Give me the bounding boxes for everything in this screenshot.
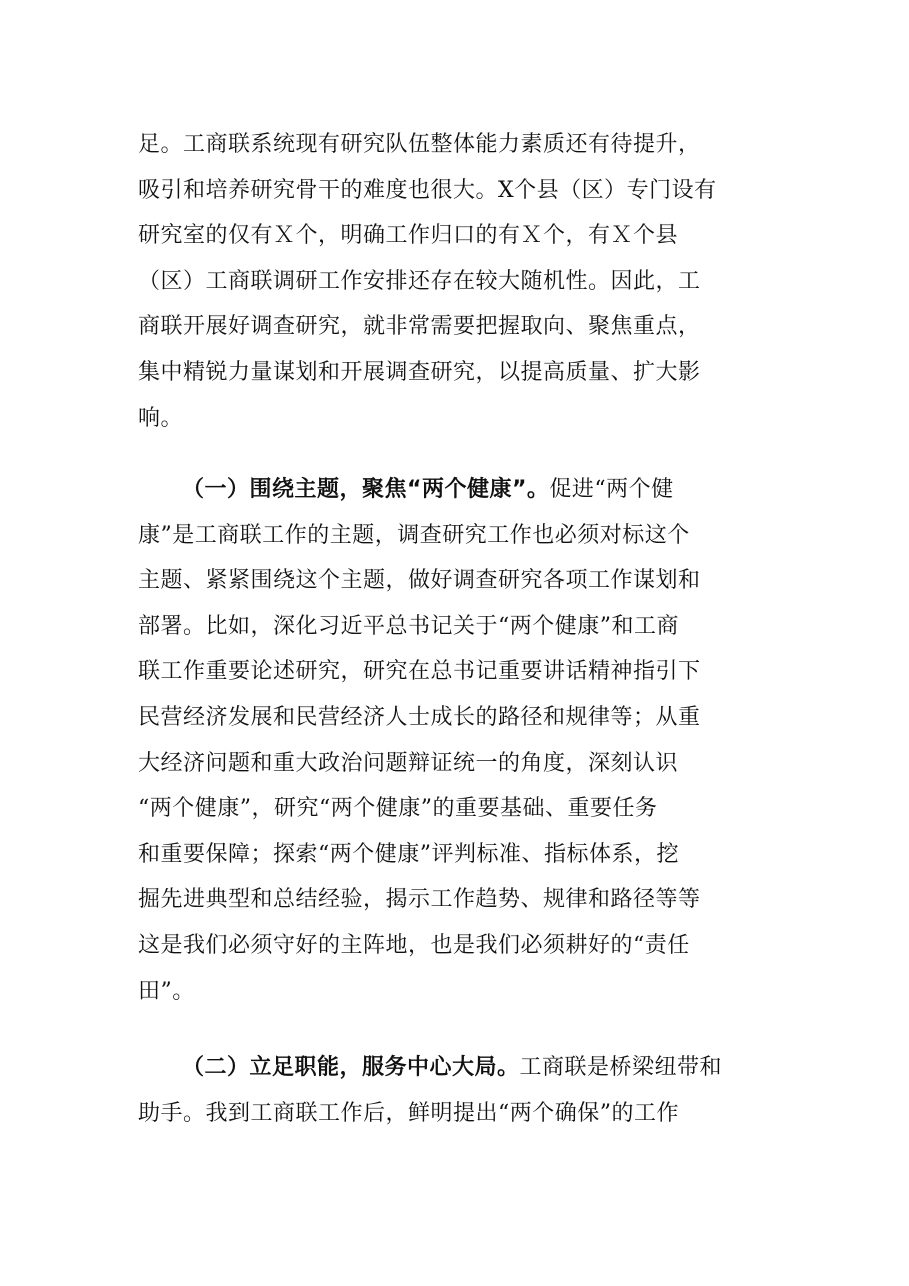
text-line: 掘先进典型和总结经验，揭示工作趋势、规律和路径等等 xyxy=(138,887,701,913)
text-line: 主题、紧紧围绕这个主题，做好调查研究各项工作谋划和 xyxy=(138,568,701,594)
paragraph-1 xyxy=(138,122,774,441)
text-line: 助手。我到工商联工作后，鲜明提出“两个确保”的工作 xyxy=(138,1100,679,1126)
text-line: 响。 xyxy=(138,405,184,431)
section-heading: （一）围绕主题，聚焦“两个健康”。 xyxy=(182,477,550,502)
text-line: 田”。 xyxy=(138,978,195,1004)
text-line: 吸引和培养研究骨干的难度也很大。X个县（区）专门设有 xyxy=(138,177,717,203)
text-line: 联工作重要论述研究，研究在总书记重要讲话精神指引下 xyxy=(138,659,701,685)
text-line: 大经济问题和重大政治问题辩证统一的角度，深刻认识 xyxy=(138,750,679,776)
paragraph-2 xyxy=(138,467,774,1014)
text-line-first xyxy=(138,1045,774,1091)
text-line: “两个健康”，研究“两个健康”的重要基础、重要任务 xyxy=(138,796,658,822)
text-line: 康”是工商联工作的主题，调查研究工作也必须对标这个 xyxy=(138,522,690,548)
text-line: 部署。比如，深化习近平总书记关于“两个健康”和工商 xyxy=(138,613,679,639)
heading-trailing-text: 工商联是桥梁纽带和 xyxy=(519,1055,723,1080)
text-line: （区）工商联调研工作安排还存在较大随机性。因此，工 xyxy=(138,268,701,294)
text-line: 集中精锐力量谋划和开展调查研究，以提高质量、扩大影 xyxy=(138,359,701,385)
paragraph-3 xyxy=(138,1045,774,1136)
text-line: 研究室的仅有Ｘ个，明确工作归口的有Ｘ个，有Ｘ个县 xyxy=(138,223,679,249)
heading-trailing-text: 促进“两个健 xyxy=(549,477,674,502)
section-heading: （二）立足职能，服务中心大局。 xyxy=(182,1055,520,1080)
text-line: 这是我们必须守好的主阵地，也是我们必须耕好的“责任 xyxy=(138,932,690,958)
text-line: 商联开展好调查研究，就非常需要把握取向、聚焦重点， xyxy=(138,314,701,340)
text-line-first xyxy=(138,467,774,513)
text-line: 足。工商联系统现有研究队伍整体能力素质还有待提升， xyxy=(138,132,701,157)
text-line: 和重要保障；探索“两个健康”评判标准、指标体系，挖 xyxy=(138,841,679,867)
text-line: 民营经济发展和民营经济人士成长的路径和规律等；从重 xyxy=(138,704,701,730)
